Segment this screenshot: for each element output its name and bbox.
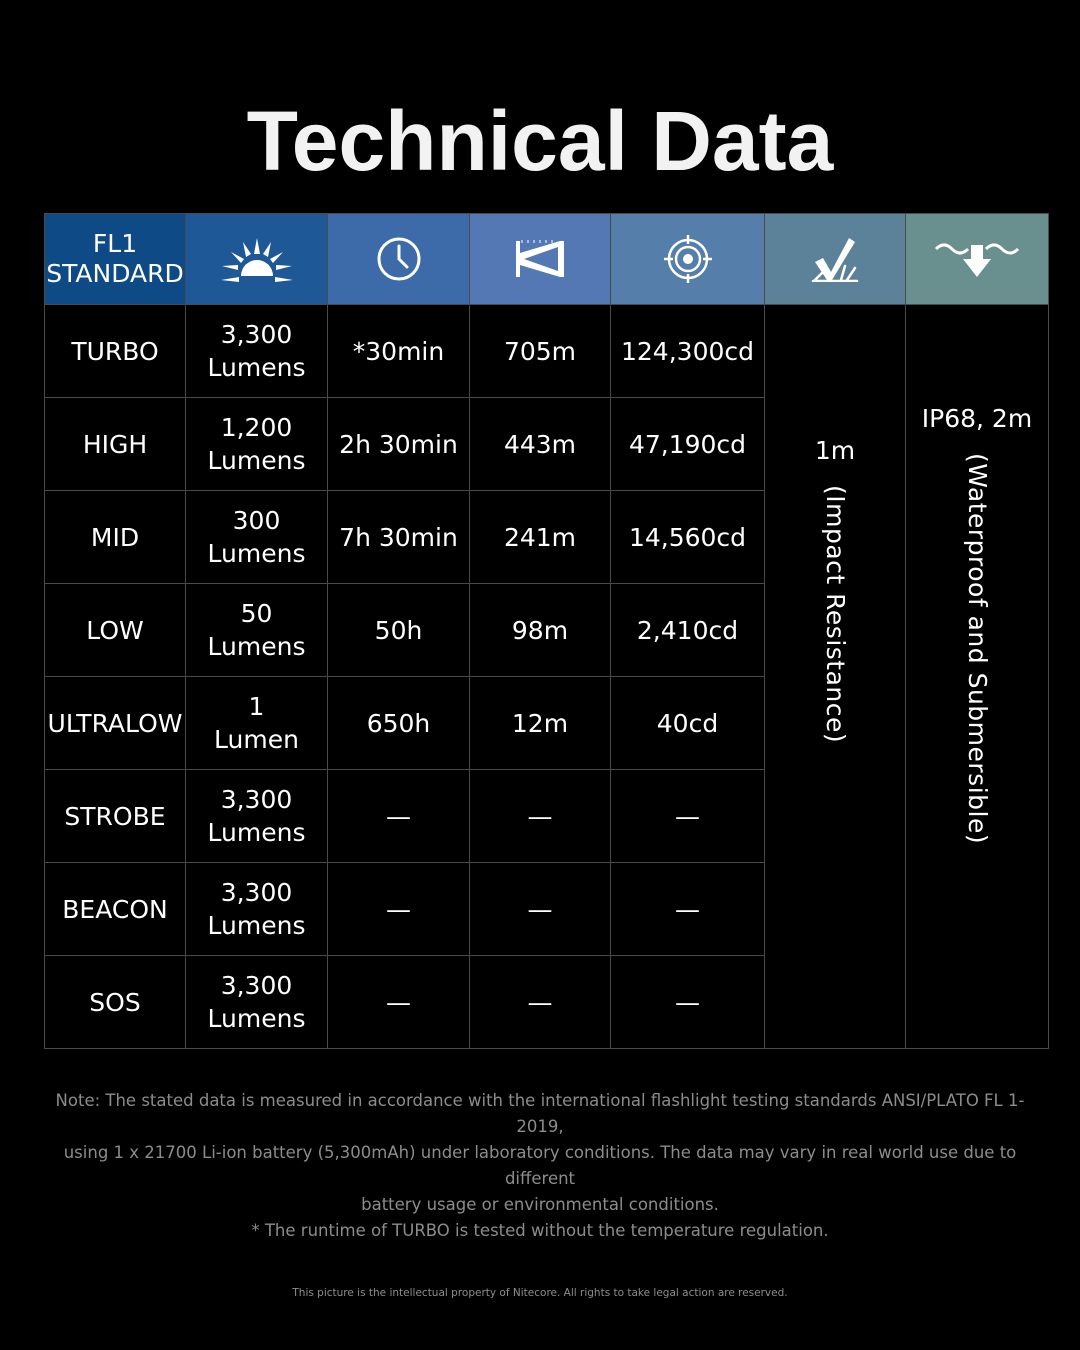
output-value: 1 bbox=[248, 692, 265, 721]
distance-cell: — bbox=[470, 956, 611, 1049]
impact-header bbox=[765, 214, 906, 305]
intensity-cell: 2,410cd bbox=[611, 584, 765, 677]
intensity-cell: 40cd bbox=[611, 677, 765, 770]
distance-cell: 443m bbox=[470, 398, 611, 491]
mode-cell: MID bbox=[45, 491, 186, 584]
mode-cell: HIGH bbox=[45, 398, 186, 491]
output-unit: Lumens bbox=[207, 353, 306, 382]
model-variant: STANDARD bbox=[46, 259, 184, 288]
output-value: 3,300 bbox=[220, 971, 293, 1000]
intensity-cell: — bbox=[611, 863, 765, 956]
intensity-cell: 47,190cd bbox=[611, 398, 765, 491]
impact-label: (Impact Resistance) bbox=[821, 484, 850, 744]
distance-cell: — bbox=[470, 770, 611, 863]
distance-header bbox=[470, 214, 611, 305]
impact-resistance-icon bbox=[765, 236, 905, 282]
model-header bbox=[45, 214, 186, 305]
output-unit: Lumens bbox=[207, 539, 306, 568]
impact-resistance-cell bbox=[765, 305, 906, 1049]
intensity-cell: 14,560cd bbox=[611, 491, 765, 584]
spec-table bbox=[44, 213, 1049, 1049]
distance-cell: 705m bbox=[470, 305, 611, 398]
distance-cell: 241m bbox=[470, 491, 611, 584]
brightness-header bbox=[186, 214, 328, 305]
output-unit: Lumens bbox=[207, 632, 306, 661]
runtime-cell: *30min bbox=[328, 305, 470, 398]
intensity-cell: 124,300cd bbox=[611, 305, 765, 398]
output-unit: Lumens bbox=[207, 446, 306, 475]
output-cell bbox=[186, 956, 328, 1049]
output-cell bbox=[186, 305, 328, 398]
waterproof-header bbox=[906, 214, 1049, 305]
waterproof-icon bbox=[906, 239, 1048, 279]
distance-cell: 98m bbox=[470, 584, 611, 677]
output-value: 300 bbox=[232, 506, 281, 535]
distance-cell: — bbox=[470, 863, 611, 956]
runtime-header bbox=[328, 214, 470, 305]
mode-cell: LOW bbox=[45, 584, 186, 677]
note-line: * The runtime of TURBO is tested without the temperature regulation. bbox=[251, 1221, 829, 1240]
impact-value: 1m bbox=[814, 435, 856, 465]
header-row bbox=[45, 214, 1049, 305]
note-line: battery usage or environmental conditions. bbox=[361, 1195, 719, 1214]
runtime-cell: — bbox=[328, 770, 470, 863]
distance-cell: 12m bbox=[470, 677, 611, 770]
intensity-target-icon bbox=[611, 234, 764, 284]
runtime-cell: 50h bbox=[328, 584, 470, 677]
output-value: 3,300 bbox=[220, 785, 293, 814]
page-title: Technical Data bbox=[246, 94, 834, 188]
runtime-clock-icon bbox=[328, 236, 469, 282]
output-value: 1,200 bbox=[220, 413, 293, 442]
copyright-notice: This picture is the intellectual property of Nitecore. All rights to take legal action are reserved. bbox=[292, 1287, 788, 1299]
runtime-cell: 7h 30min bbox=[328, 491, 470, 584]
output-cell bbox=[186, 677, 328, 770]
waterproof-value: IP68, 2m bbox=[921, 404, 1033, 434]
waterproof-cell bbox=[906, 305, 1049, 1049]
model-name: FL1 bbox=[92, 229, 138, 258]
runtime-cell: — bbox=[328, 863, 470, 956]
brightness-icon bbox=[186, 236, 327, 282]
output-unit: Lumens bbox=[207, 911, 306, 940]
runtime-cell: 2h 30min bbox=[328, 398, 470, 491]
output-cell bbox=[186, 491, 328, 584]
mode-cell: TURBO bbox=[45, 305, 186, 398]
intensity-cell: — bbox=[611, 956, 765, 1049]
output-unit: Lumen bbox=[214, 725, 299, 754]
note-line: using 1 x 21700 Li-ion battery (5,300mAh) under laboratory conditions. The data may vary in real world use due to different bbox=[63, 1143, 1017, 1188]
intensity-header bbox=[611, 214, 765, 305]
output-cell bbox=[186, 863, 328, 956]
output-value: 3,300 bbox=[220, 878, 293, 907]
output-cell bbox=[186, 398, 328, 491]
runtime-cell: 650h bbox=[328, 677, 470, 770]
output-value: 50 bbox=[240, 599, 273, 628]
output-unit: Lumens bbox=[207, 1004, 306, 1033]
table-row bbox=[45, 305, 1049, 398]
mode-cell: STROBE bbox=[45, 770, 186, 863]
runtime-cell: — bbox=[328, 956, 470, 1049]
mode-cell: SOS bbox=[45, 956, 186, 1049]
output-cell bbox=[186, 584, 328, 677]
beam-distance-icon bbox=[470, 237, 610, 281]
testing-note bbox=[40, 1088, 1040, 1244]
mode-cell: ULTRALOW bbox=[45, 677, 186, 770]
intensity-cell: — bbox=[611, 770, 765, 863]
output-unit: Lumens bbox=[207, 818, 306, 847]
output-value: 3,300 bbox=[220, 320, 293, 349]
waterproof-label: (Waterproof and Submersible) bbox=[963, 453, 992, 845]
mode-cell: BEACON bbox=[45, 863, 186, 956]
note-line: Note: The stated data is measured in accordance with the international flashlight testing standards ANSI/PLATO FL 1-2019, bbox=[55, 1091, 1025, 1136]
output-cell bbox=[186, 770, 328, 863]
